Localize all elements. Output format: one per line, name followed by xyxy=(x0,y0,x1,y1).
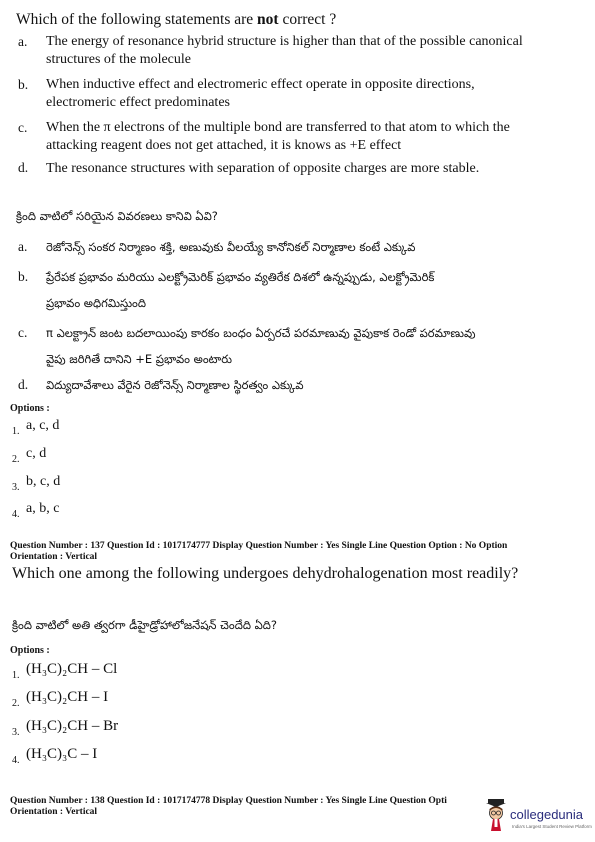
option-value: a, b, c xyxy=(26,501,60,516)
statement-item xyxy=(18,119,588,159)
telugu-statement-item xyxy=(18,264,588,320)
option-number: 2. xyxy=(12,698,20,709)
question-meta-line: Question Number : 137 Question Id : 1017174777 Display Question Number : Yes Single Line Question Option : No Option xyxy=(10,541,508,551)
student-avatar-icon xyxy=(484,799,508,833)
option-value: a, c, d xyxy=(26,418,60,433)
statement-line: electromeric effect predominates xyxy=(46,95,230,110)
option-item[interactable] xyxy=(12,745,118,773)
statement-letter: a. xyxy=(18,239,28,254)
statement-line: structures of the molecule xyxy=(46,52,192,67)
question-meta-line: Orientation : Vertical xyxy=(10,552,98,562)
statement-letter: d. xyxy=(18,377,29,392)
statement-item xyxy=(18,159,588,181)
telugu-question-text: క్రింది వాటిలో సరియైన వివరణలు కానివి ఏవి? xyxy=(16,209,218,223)
question-post: correct ? xyxy=(278,11,337,28)
statement-line: ప్రేరేపక ప్రభావం మరియు ఎలక్ట్రోమెరిక్ ప్రభావం వ్యతిరేక దిశలో ఉన్నప్పుడు, ఎలక్ట్రోమెరిక్ xyxy=(46,270,435,284)
collegedunia-logo xyxy=(484,797,592,837)
statement-line: The energy of resonance hybrid structure is higher than that of the possible canonical xyxy=(46,34,523,49)
statement-letter: c. xyxy=(18,120,28,135)
telugu-statement-item xyxy=(18,372,588,398)
question-meta xyxy=(10,796,480,818)
statement-item xyxy=(18,33,588,76)
question-emphasis: not xyxy=(257,11,279,28)
option-item[interactable] xyxy=(12,688,118,717)
option-item[interactable] xyxy=(12,717,118,745)
option-item[interactable] xyxy=(12,472,60,499)
logo-wordmark: collegedunia xyxy=(510,807,584,822)
statement-letter: c. xyxy=(18,325,28,340)
telugu-statement-item xyxy=(18,320,588,372)
option-number: 1. xyxy=(12,670,20,681)
option-item[interactable] xyxy=(12,499,60,526)
english-statements xyxy=(18,33,588,181)
option-item[interactable] xyxy=(12,444,60,472)
telugu-statement-item xyxy=(18,234,588,264)
option-number: 4. xyxy=(12,755,20,766)
option-value: b, c, d xyxy=(26,474,61,489)
options-label: Options : xyxy=(10,645,50,656)
statement-letter: b. xyxy=(18,269,29,284)
question-pre: Which of the following statements are xyxy=(16,11,258,28)
telugu-statements xyxy=(18,234,588,398)
options-list xyxy=(12,416,60,526)
statement-line: π ఎలక్ట్రాన్ జంట బదలాయింపు కారకం బంధం ఏర్పరచే పరమాణువు వైపుకాక రెండో పరమాణువు xyxy=(46,326,476,340)
option-value: (H₃C)₂CH – Br xyxy=(26,718,119,734)
statement-item xyxy=(18,76,588,119)
statement-line: attacking reagent does not get attached, it is knows as +E effect xyxy=(46,138,402,153)
option-value: c, d xyxy=(26,446,47,461)
statement-line: రెజోనెన్స్ సంకర నిర్మాణం శక్తి, అణువుకు వీలయ్యే కానోనికల్ నిర్మాణాల కంటే ఎక్కువ xyxy=(46,240,416,254)
telugu-question-text: క్రింది వాటిలో అతి త్వరగా డీహైడ్రోహాలోజనేషన్ చెందేది ఏది? xyxy=(12,618,278,632)
option-item[interactable] xyxy=(12,660,118,688)
option-value: (H₃C)₃C – I xyxy=(26,746,98,762)
statement-line: విద్యుదావేశాలు వేరైన రెజోనెన్స్ నిర్మాణాల స్థిరత్వం ఎక్కువ xyxy=(46,378,304,392)
option-value: (H₃C)₂CH – Cl xyxy=(26,661,118,677)
option-number: 3. xyxy=(12,727,20,738)
question-text: Which one among the following undergoes dehydrohalogenation most readily? xyxy=(12,565,519,582)
question-meta-line: Question Number : 138 Question Id : 1017174778 Display Question Number : Yes Single Line Question Opti xyxy=(10,796,447,806)
statement-letter: b. xyxy=(18,77,29,92)
logo-tagline: India's Largest Student Review Platform xyxy=(512,824,592,829)
option-number: 1. xyxy=(12,426,20,437)
option-number: 3. xyxy=(12,482,20,493)
statement-line: When the π electrons of the multiple bond are transferred to that atom to which the xyxy=(46,120,510,135)
question-meta-line: Orientation : Vertical xyxy=(10,807,98,817)
statement-line: When inductive effect and electromeric effect operate in opposite directions, xyxy=(46,77,475,92)
statement-line: వైపు జరిగితే దానిని +E ప్రభావం అంటారు xyxy=(46,352,233,366)
statement-line: The resonance structures with separation of opposite charges are more stable. xyxy=(46,161,480,176)
option-number: 2. xyxy=(12,454,20,465)
option-number: 4. xyxy=(12,509,20,520)
options-list xyxy=(12,660,118,773)
option-value: (H₃C)₂CH – I xyxy=(26,689,109,705)
question-text xyxy=(16,11,336,29)
statement-letter: d. xyxy=(18,160,29,175)
options-label: Options : xyxy=(10,403,50,414)
option-item[interactable] xyxy=(12,416,60,444)
question-meta xyxy=(10,541,507,563)
statement-letter: a. xyxy=(18,34,28,49)
statement-line: ప్రభావం అధిగమిస్తుంది xyxy=(46,296,147,310)
